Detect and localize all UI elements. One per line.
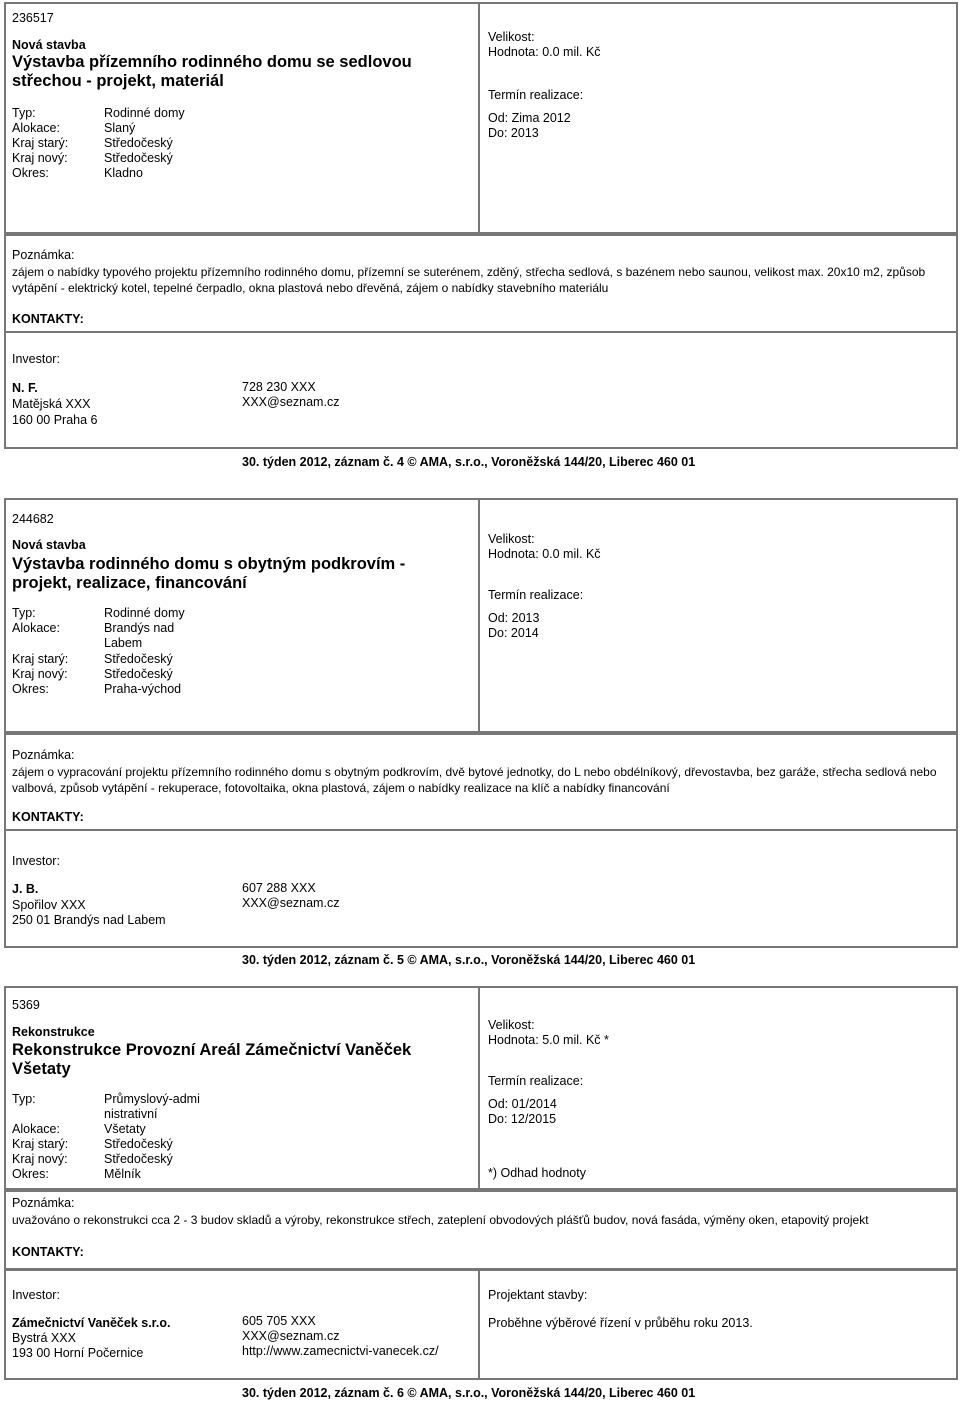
field-label-allocation: Alokace: [12,621,60,635]
field-value-type: Rodinné domy [104,606,185,620]
field-value-district: Kladno [104,166,143,180]
record-contact-box [4,331,958,449]
record-category: Nová stavba [12,538,86,552]
field-label-district: Okres: [12,682,49,696]
field-label-type: Typ: [12,1092,36,1106]
investor-label: Investor: [12,352,60,366]
field-value-allocation: Brandýs nad Labem [104,621,175,650]
term-from: Od: 2013 [488,611,540,625]
column-divider [478,986,480,1188]
field-label-district: Okres: [12,166,49,180]
investor-phone: 728 230 XXX [242,380,316,394]
field-value-allocation: Slaný [104,121,136,135]
investor-city: 193 00 Horní Počernice [12,1346,144,1360]
field-label-new-region: Kraj nový: [12,151,68,165]
field-label-district: Okres: [12,1167,49,1181]
record-title: Výstavba rodinného domu s obytným podkrovím - projekt, realizace, financování [12,555,406,592]
investor-name: N. F. [12,381,38,395]
note-label: Poznámka: [12,748,75,762]
investor-email: XXX@seznam.cz [242,896,340,910]
record-footer: 30. týden 2012, záznam č. 5 © AMA, s.r.o., Voroněžská 144/20, Liberec 460 01 [242,953,696,967]
investor-street: Bystrá XXX [12,1331,76,1345]
field-value-type: Rodinné domy [104,106,185,120]
term-label: Termín realizace: [488,88,584,102]
note-text: zájem o vypracování projektu přízemního rodinného domu s obytným podkrovím, dvě bytové jednotky, do L nebo obdélníkový, dřevostavba, bez garáže, střecha sedlová nebo valbová, způsob vytápění - rekuperace, fotovoltaika, okna plastová, zájem o nabídky realizace na klíč a nabídky financování [12,765,937,795]
record-title: Výstavba přízemního rodinného domu se sedlovou střechou - projekt, materiál [12,53,412,90]
investor-label: Investor: [12,1288,60,1302]
column-divider [478,2,480,234]
field-value-district: Mělník [104,1167,141,1181]
investor-email: XXX@seznam.cz [242,1329,340,1343]
contacts-label: KONTAKTY: [12,810,84,824]
investor-label: Investor: [12,854,60,868]
term-to: Do: 12/2015 [488,1112,557,1126]
estimate-note: *) Odhad hodnoty [488,1166,586,1180]
field-label-old-region: Kraj starý: [12,136,69,150]
field-label-type: Typ: [12,606,36,620]
note-label: Poznámka: [12,248,75,262]
column-divider [478,498,480,733]
term-from: Od: Zima 2012 [488,111,571,125]
record-footer: 30. týden 2012, záznam č. 4 © AMA, s.r.o., Voroněžská 144/20, Liberec 460 01 [242,455,696,469]
designer-text: Proběhne výběrové řízení v průběhu roku 2013. [488,1316,753,1330]
record-id: 244682 [12,512,54,526]
investor-city: 160 00 Praha 6 [12,413,98,427]
field-value-new-region: Středočeský [104,1152,173,1166]
field-value-old-region: Středočeský [104,136,173,150]
record-title: Rekonstrukce Provozní Areál Zámečnictví Vaněček Všetaty [12,1041,412,1078]
designer-label: Projektant stavby: [488,1288,588,1302]
term-from: Od: 01/2014 [488,1097,557,1111]
value-amount: Hodnota: 0.0 mil. Kč [488,547,601,561]
record-contact-box [4,829,958,948]
column-divider [478,1268,480,1378]
investor-street: Spořilov XXX [12,898,86,912]
field-label-allocation: Alokace: [12,121,60,135]
field-label-old-region: Kraj starý: [12,1137,69,1151]
term-label: Termín realizace: [488,1074,584,1088]
field-value-new-region: Středočeský [104,151,173,165]
investor-phone: 607 288 XXX [242,881,316,895]
record-id: 236517 [12,11,54,25]
investor-name: Zámečnictví Vaněček s.r.o. [12,1316,171,1330]
note-label: Poznámka: [12,1196,75,1210]
field-label-type: Typ: [12,106,36,120]
term-to: Do: 2014 [488,626,539,640]
field-value-allocation: Všetaty [104,1122,146,1136]
investor-email: XXX@seznam.cz [242,395,340,409]
contacts-label: KONTAKTY: [12,312,84,326]
field-value-type: Průmyslový-administrativní [104,1092,200,1121]
size-label: Velikost: [488,30,535,44]
record-footer: 30. týden 2012, záznam č. 6 © AMA, s.r.o., Voroněžská 144/20, Liberec 460 01 [242,1386,696,1400]
size-label: Velikost: [488,532,535,546]
investor-city: 250 01 Brandýs nad Labem [12,913,166,927]
record-note-box [4,1188,958,1271]
field-value-district: Praha-východ [104,682,182,696]
field-value-old-region: Středočeský [104,1137,173,1151]
investor-phone: 605 705 XXX [242,1314,316,1328]
field-label-old-region: Kraj starý: [12,652,69,666]
term-label: Termín realizace: [488,588,584,602]
field-value-old-region: Středočeský [104,652,173,666]
record-category: Nová stavba [12,38,86,52]
record-id: 5369 [12,998,40,1012]
field-value-new-region: Středočeský [104,667,173,681]
investor-website-link[interactable]: http://www.zamecnictvi-vanecek.cz/ [242,1344,439,1358]
value-amount: Hodnota: 0.0 mil. Kč [488,45,601,59]
size-label: Velikost: [488,1018,535,1032]
note-text: zájem o nabídky typového projektu přízemního rodinného domu, přízemní se suterénem, zděný, střecha sedlová, s bazénem nebo saunou, velikost max. 20x10 m2, způsob vytápění - elektrický kotel, tepelné čerpadlo, okna plastová nebo dřevěná, zájem o nabídky stavebního materiálu [12,265,926,295]
field-label-new-region: Kraj nový: [12,1152,68,1166]
term-to: Do: 2013 [488,126,539,140]
field-label-new-region: Kraj nový: [12,667,68,681]
note-text: uvažováno o rekonstrukci cca 2 - 3 budov skladů a výroby, rekonstrukce střech, zateplení obvodových plášťů budov, nová fasáda, výměny oken, etapovitý projekt [12,1213,869,1227]
investor-street: Matějská XXX [12,397,91,411]
field-label-allocation: Alokace: [12,1122,60,1136]
record-category: Rekonstrukce [12,1025,95,1039]
value-amount: Hodnota: 5.0 mil. Kč * [488,1033,609,1047]
investor-name: J. B. [12,882,39,896]
contacts-label: KONTAKTY: [12,1245,84,1259]
